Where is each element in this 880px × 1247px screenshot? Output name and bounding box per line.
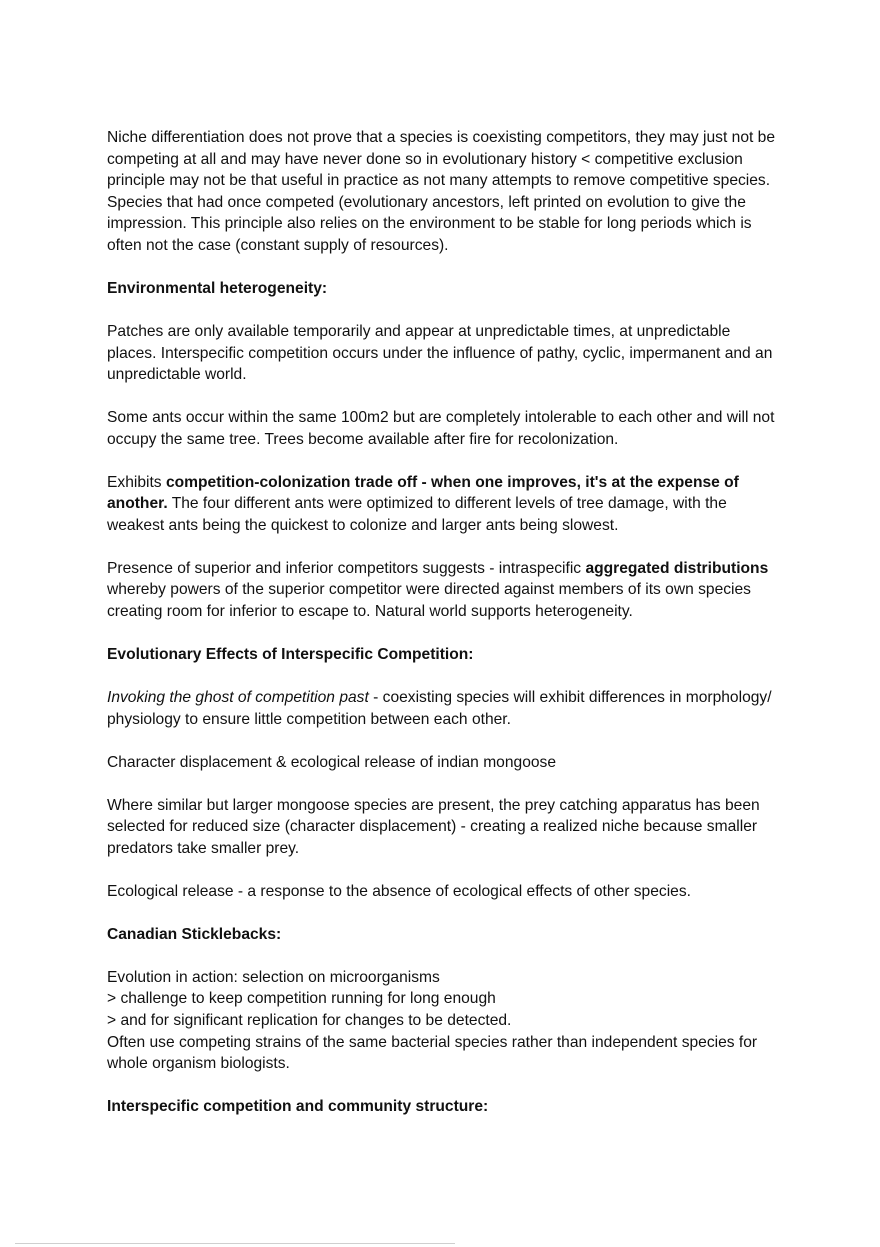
italic-run: Invoking the ghost of competition past bbox=[107, 689, 369, 707]
paragraph-mongoose: Where similar but larger mongoose species are present, the prey catching apparatus has been selected for reduced size (character displacement) - creating a realized niche because smaller predators take smaller prey. bbox=[107, 796, 760, 857]
heading-environmental-heterogeneity: Environmental heterogeneity: bbox=[107, 279, 328, 297]
paragraph-niche-differentiation: Niche differentiation does not prove that a species is coexisting competitors, they may just not be competing at all and may have never done so in evolutionary history < competitive exclusion principle may not be that useful in practice as not many attempts to remove competitive species. Species that had once competed (evolutionary ancestors, left printed on evolution to give the impression. This principle also relies on the environment to be stable for long periods which is often not the case (constant supply of resources). bbox=[107, 129, 776, 254]
heading-canadian-sticklebacks: Canadian Sticklebacks: bbox=[107, 925, 282, 943]
footer-divider bbox=[15, 1243, 455, 1244]
text-line: > and for significant replication for changes to be detected. bbox=[107, 1011, 512, 1029]
paragraph-aggregated-distributions bbox=[107, 558, 777, 623]
text-run: - coexisting species will exhibit differences in morphology/ physiology to ensure little competition between each other. bbox=[107, 689, 772, 728]
document-page bbox=[107, 127, 777, 1139]
text-run: Exhibits bbox=[107, 473, 166, 491]
text-run: whereby powers of the superior competitor were directed against members of its own species creating room for inferior to escape to. Natural world supports heterogeneity. bbox=[107, 581, 751, 621]
heading-community-structure: Interspecific competition and community structure: bbox=[107, 1098, 489, 1116]
text-run: The four different ants were optimized to different levels of tree damage, with the weakest ants being the quickest to colonize and larger ants being slowest. bbox=[107, 495, 727, 534]
bold-run: competition-colonization trade off - when one improves, it's at the expense of another. bbox=[107, 473, 739, 513]
text-line: Evolution in action: selection on microorganisms bbox=[107, 968, 440, 986]
paragraph-evolution-in-action bbox=[107, 967, 777, 1075]
text-line: > challenge to keep competition running for long enough bbox=[107, 990, 496, 1008]
bold-run: aggregated distributions bbox=[585, 559, 769, 577]
paragraph-patches: Patches are only available temporarily and appear at unpredictable times, at unpredictable places. Interspecific competition occurs under the influence of pathy, cyclic, impermanent and an unpredictable world. bbox=[107, 322, 773, 384]
text-line: Often use competing strains of the same bacterial species rather than independent species for whole organism biologists. bbox=[107, 1033, 758, 1073]
paragraph-character-displacement: Character displacement & ecological release of indian mongoose bbox=[107, 753, 557, 771]
text-run: Presence of superior and inferior competitors suggests - intraspecific bbox=[107, 559, 586, 577]
paragraph-trade-off bbox=[107, 472, 777, 537]
paragraph-ants: Some ants occur within the same 100m2 but are completely intolerable to each other and will not occupy the same tree. Trees become available after fire for recolonization. bbox=[107, 409, 775, 448]
paragraph-ecological-release: Ecological release - a response to the absence of ecological effects of other species. bbox=[107, 882, 691, 900]
heading-evolutionary-effects: Evolutionary Effects of Interspecific Competition: bbox=[107, 646, 474, 664]
paragraph-ghost-of-competition bbox=[107, 687, 777, 730]
